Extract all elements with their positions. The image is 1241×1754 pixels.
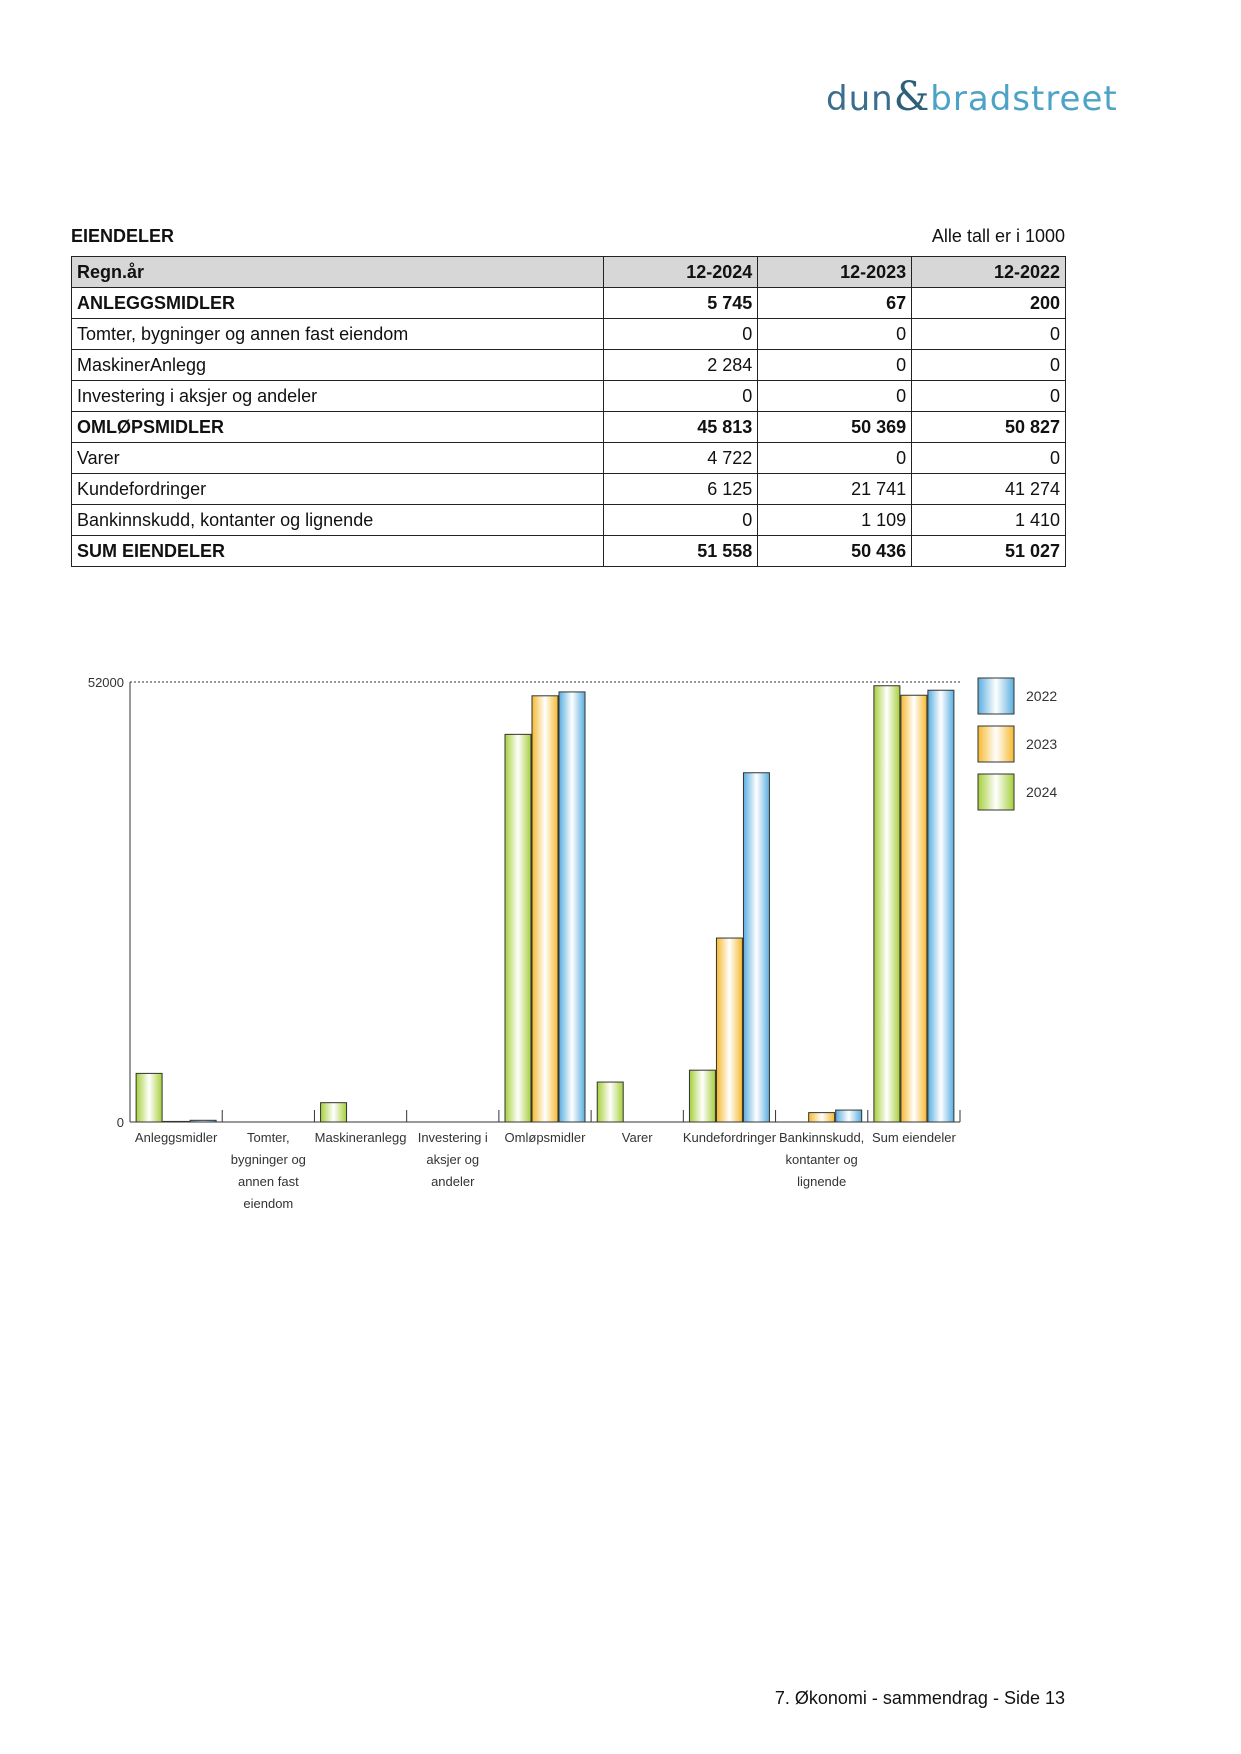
row-value: 51 558 [604, 536, 758, 567]
row-value: 0 [604, 381, 758, 412]
row-label: Varer [72, 443, 604, 474]
row-value: 1 410 [912, 505, 1066, 536]
row-value: 0 [758, 381, 912, 412]
bar-2022 [559, 692, 585, 1122]
category-label: Varer [621, 1130, 653, 1145]
section-title: EIENDELER [71, 226, 175, 246]
page-footer: 7. Økonomi - sammendrag - Side 13 [774, 1688, 1065, 1708]
header-label: Regn.år [72, 257, 604, 288]
category-label: Anleggsmidler [134, 1130, 218, 1145]
logo-ampersand: & [893, 74, 931, 120]
bar-2023 [901, 695, 927, 1122]
dun-bradstreet-logo [826, 74, 1118, 124]
row-value: 41 274 [912, 474, 1066, 505]
logo-text-dun: dun [826, 79, 894, 119]
category-label: Sum eiendeler [871, 1130, 956, 1145]
table-row [72, 288, 1066, 319]
table-row [72, 381, 1066, 412]
row-value: 51 027 [912, 536, 1066, 567]
row-label: Tomter, bygninger og annen fast eiendom [72, 319, 604, 350]
legend-label: 2023 [1026, 736, 1058, 752]
bar-2024 [136, 1073, 162, 1122]
unit-note: Alle tall er i 1000 [931, 226, 1065, 246]
legend-label: 2024 [1026, 784, 1058, 800]
y-tick-label: 0 [116, 1115, 124, 1130]
bar-2024 [505, 734, 531, 1122]
balance-table [71, 256, 1066, 567]
header-col-2024: 12-2024 [604, 257, 758, 288]
legend-swatch-2024 [978, 774, 1014, 810]
table-row [72, 443, 1066, 474]
category-label: aksjer og [426, 1152, 480, 1167]
row-value: 0 [912, 319, 1066, 350]
row-label: MaskinerAnlegg [72, 350, 604, 381]
table-row [72, 412, 1066, 443]
row-value: 0 [912, 381, 1066, 412]
bar-2024 [321, 1103, 347, 1122]
category-label: Maskineranlegg [314, 1130, 407, 1145]
row-value: 21 741 [758, 474, 912, 505]
row-value: 200 [912, 288, 1066, 319]
category-label: Tomter, [247, 1130, 290, 1145]
row-value: 0 [912, 350, 1066, 381]
bar-2024 [689, 1070, 715, 1122]
row-value: 5 745 [604, 288, 758, 319]
bar-2023 [809, 1113, 835, 1122]
row-label: ANLEGGSMIDLER [72, 288, 604, 319]
row-label: Bankinnskudd, kontanter og lignende [72, 505, 604, 536]
legend-label: 2022 [1026, 688, 1058, 704]
table-body [72, 288, 1066, 567]
bar-2023 [532, 696, 558, 1122]
row-value: 0 [912, 443, 1066, 474]
category-label: Bankinnskudd, [779, 1130, 865, 1145]
bar-2023 [716, 938, 742, 1122]
category-label: Investering i [417, 1130, 488, 1145]
bar-2024 [874, 686, 900, 1122]
category-label: lignende [797, 1174, 847, 1189]
legend-swatch-2022 [978, 678, 1014, 714]
legend-swatch-2023 [978, 726, 1014, 762]
category-label: annen fast [237, 1174, 299, 1189]
category-label: bygninger og [230, 1152, 306, 1167]
row-label: OMLØPSMIDLER [72, 412, 604, 443]
header-col-2023: 12-2023 [758, 257, 912, 288]
table-row [72, 474, 1066, 505]
logo-text-bradstreet: bradstreet [930, 79, 1118, 119]
table-row [72, 350, 1066, 381]
row-value: 50 369 [758, 412, 912, 443]
bar-2022 [928, 690, 954, 1122]
row-value: 0 [604, 319, 758, 350]
bar-2022 [743, 773, 769, 1122]
row-value: 6 125 [604, 474, 758, 505]
row-value: 4 722 [604, 443, 758, 474]
row-value: 2 284 [604, 350, 758, 381]
category-label: Omløpsmidler [504, 1130, 586, 1145]
category-label: eiendom [243, 1196, 294, 1211]
row-label: SUM EIENDELER [72, 536, 604, 567]
header-col-2022: 12-2022 [912, 257, 1066, 288]
table-row [72, 505, 1066, 536]
row-value: 0 [604, 505, 758, 536]
table-row [72, 319, 1066, 350]
row-value: 0 [758, 319, 912, 350]
bar-2024 [597, 1082, 623, 1122]
row-value: 0 [758, 350, 912, 381]
row-value: 50 827 [912, 412, 1066, 443]
table-row [72, 536, 1066, 567]
row-value: 0 [758, 443, 912, 474]
row-label: Investering i aksjer og andeler [72, 381, 604, 412]
row-label: Kundefordringer [72, 474, 604, 505]
y-tick-label: 52000 [87, 675, 124, 690]
row-value: 1 109 [758, 505, 912, 536]
bar-2022 [836, 1110, 862, 1122]
category-label: kontanter og [785, 1152, 858, 1167]
bar-2022 [190, 1120, 216, 1122]
bar-2023 [163, 1121, 189, 1122]
table-header-row [72, 257, 1066, 288]
row-value: 50 436 [758, 536, 912, 567]
row-value: 45 813 [604, 412, 758, 443]
category-label: andeler [431, 1174, 475, 1189]
assets-bar-chart [60, 670, 1080, 1250]
category-label: Kundefordringer [682, 1130, 777, 1145]
row-value: 67 [758, 288, 912, 319]
